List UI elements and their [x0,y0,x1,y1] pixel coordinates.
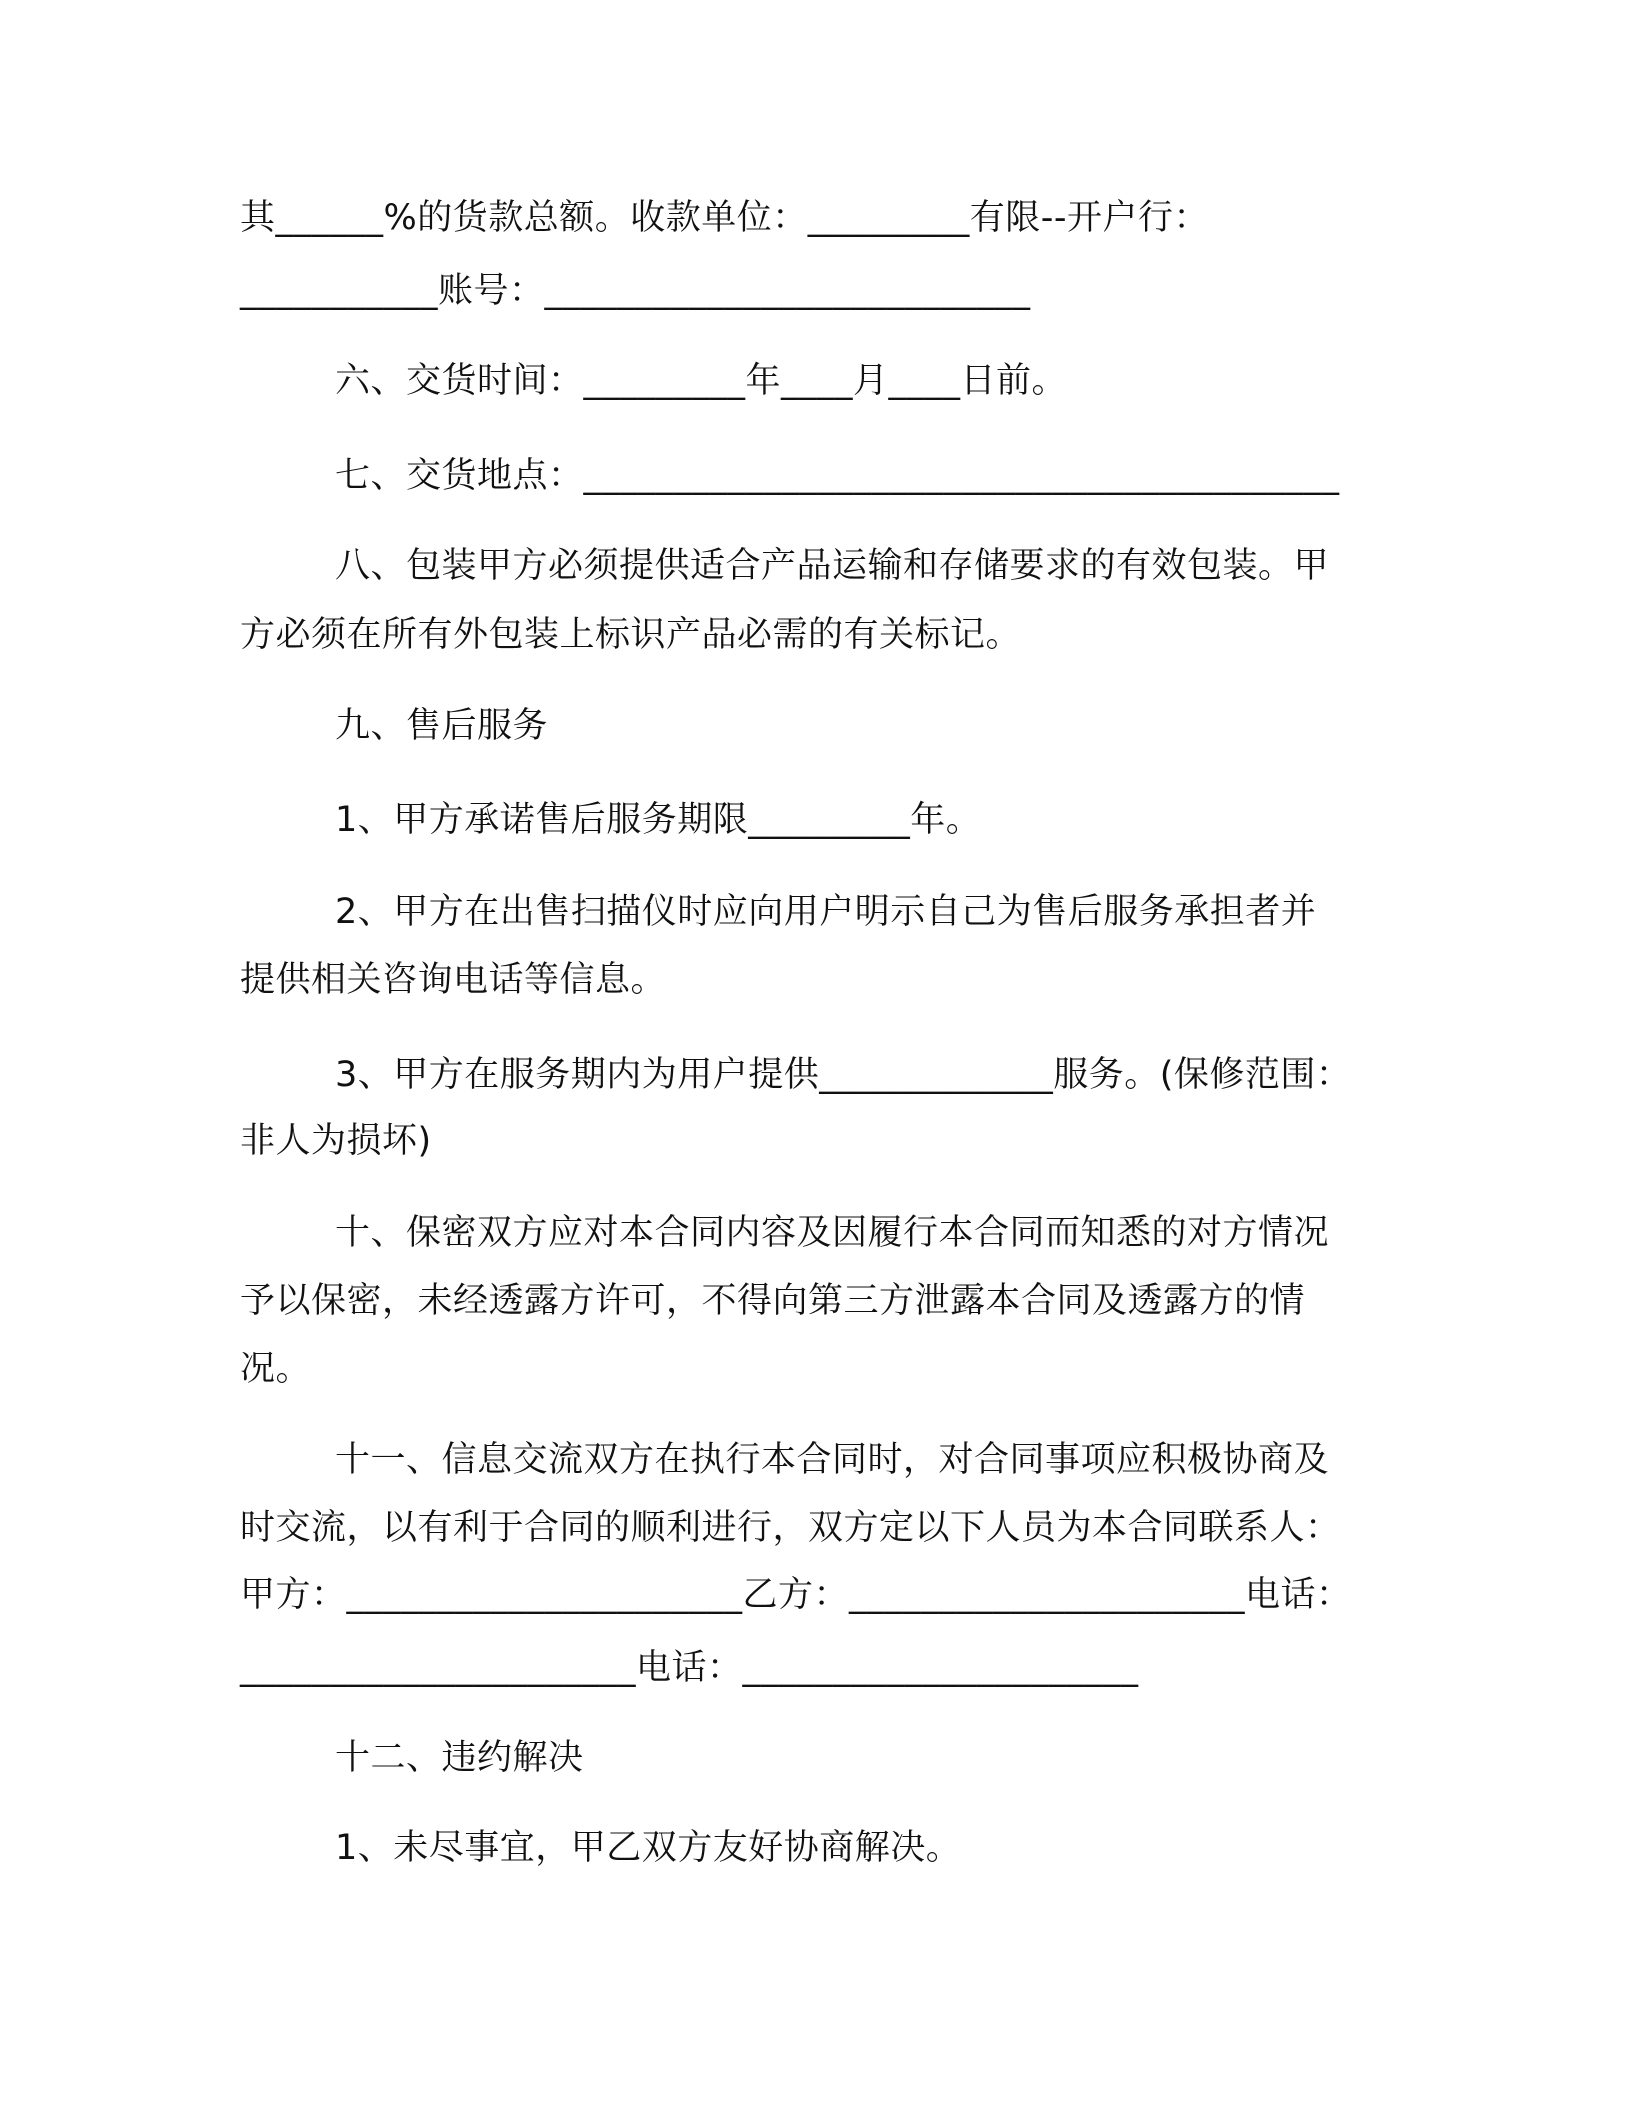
text-line-service-period: 1、甲方承诺售后服务期限_________年。 [335,800,982,840]
text-line-service-scope-cont: 非人为损坏) [240,1121,432,1161]
text-line-confidentiality: 十、保密双方应对本合同内容及因履行本合同而知悉的对方情况 [335,1213,1330,1253]
text-line-delivery-time: 六、交货时间：_________年____月____日前。 [335,361,1068,401]
text-line-contacts: 甲方：______________________乙方：______________________电话： [240,1575,1352,1615]
text-line-packaging-cont: 方必须在所有外包装上标识产品必需的有关标记。 [240,615,1022,655]
text-line-bank-account: ___________账号：___________________________ [240,271,1031,311]
text-line-service-provider: 2、甲方在出售扫描仪时应向用户明示自己为售后服务承担者并 [335,892,1317,932]
text-line-confidentiality-cont: 予以保密，未经透露方许可，不得向第三方泄露本合同及透露方的情 [240,1281,1306,1321]
text-line-communication-cont: 时交流，以有利于合同的顺利进行，双方定以下人员为本合同联系人： [240,1508,1341,1548]
text-line-service-provider-cont: 提供相关咨询电话等信息。 [240,960,667,1000]
text-line-confidentiality-end: 况。 [240,1349,312,1389]
text-line-communication: 十一、信息交流双方在执行本合同时，对合同事项应积极协商及 [335,1440,1330,1480]
text-line-contacts-phone: ______________________电话：______________________ [240,1648,1139,1688]
text-line-payment-percent: 其______%的货款总额。收款单位：_________有限--开户行： [240,198,1210,238]
text-line-dispute-1: 1、未尽事宜，甲乙双方友好协商解决。 [335,1828,962,1868]
section-heading-after-sales: 九、售后服务 [335,706,549,746]
section-heading-dispute: 十二、违约解决 [335,1738,584,1778]
text-line-packaging: 八、包装甲方必须提供适合产品运输和存储要求的有效包装。甲 [335,546,1330,586]
text-line-service-scope: 3、甲方在服务期内为用户提供_____________服务。(保修范围： [335,1055,1352,1095]
text-line-delivery-place: 七、交货地点：__________________________________________ [335,456,1340,496]
